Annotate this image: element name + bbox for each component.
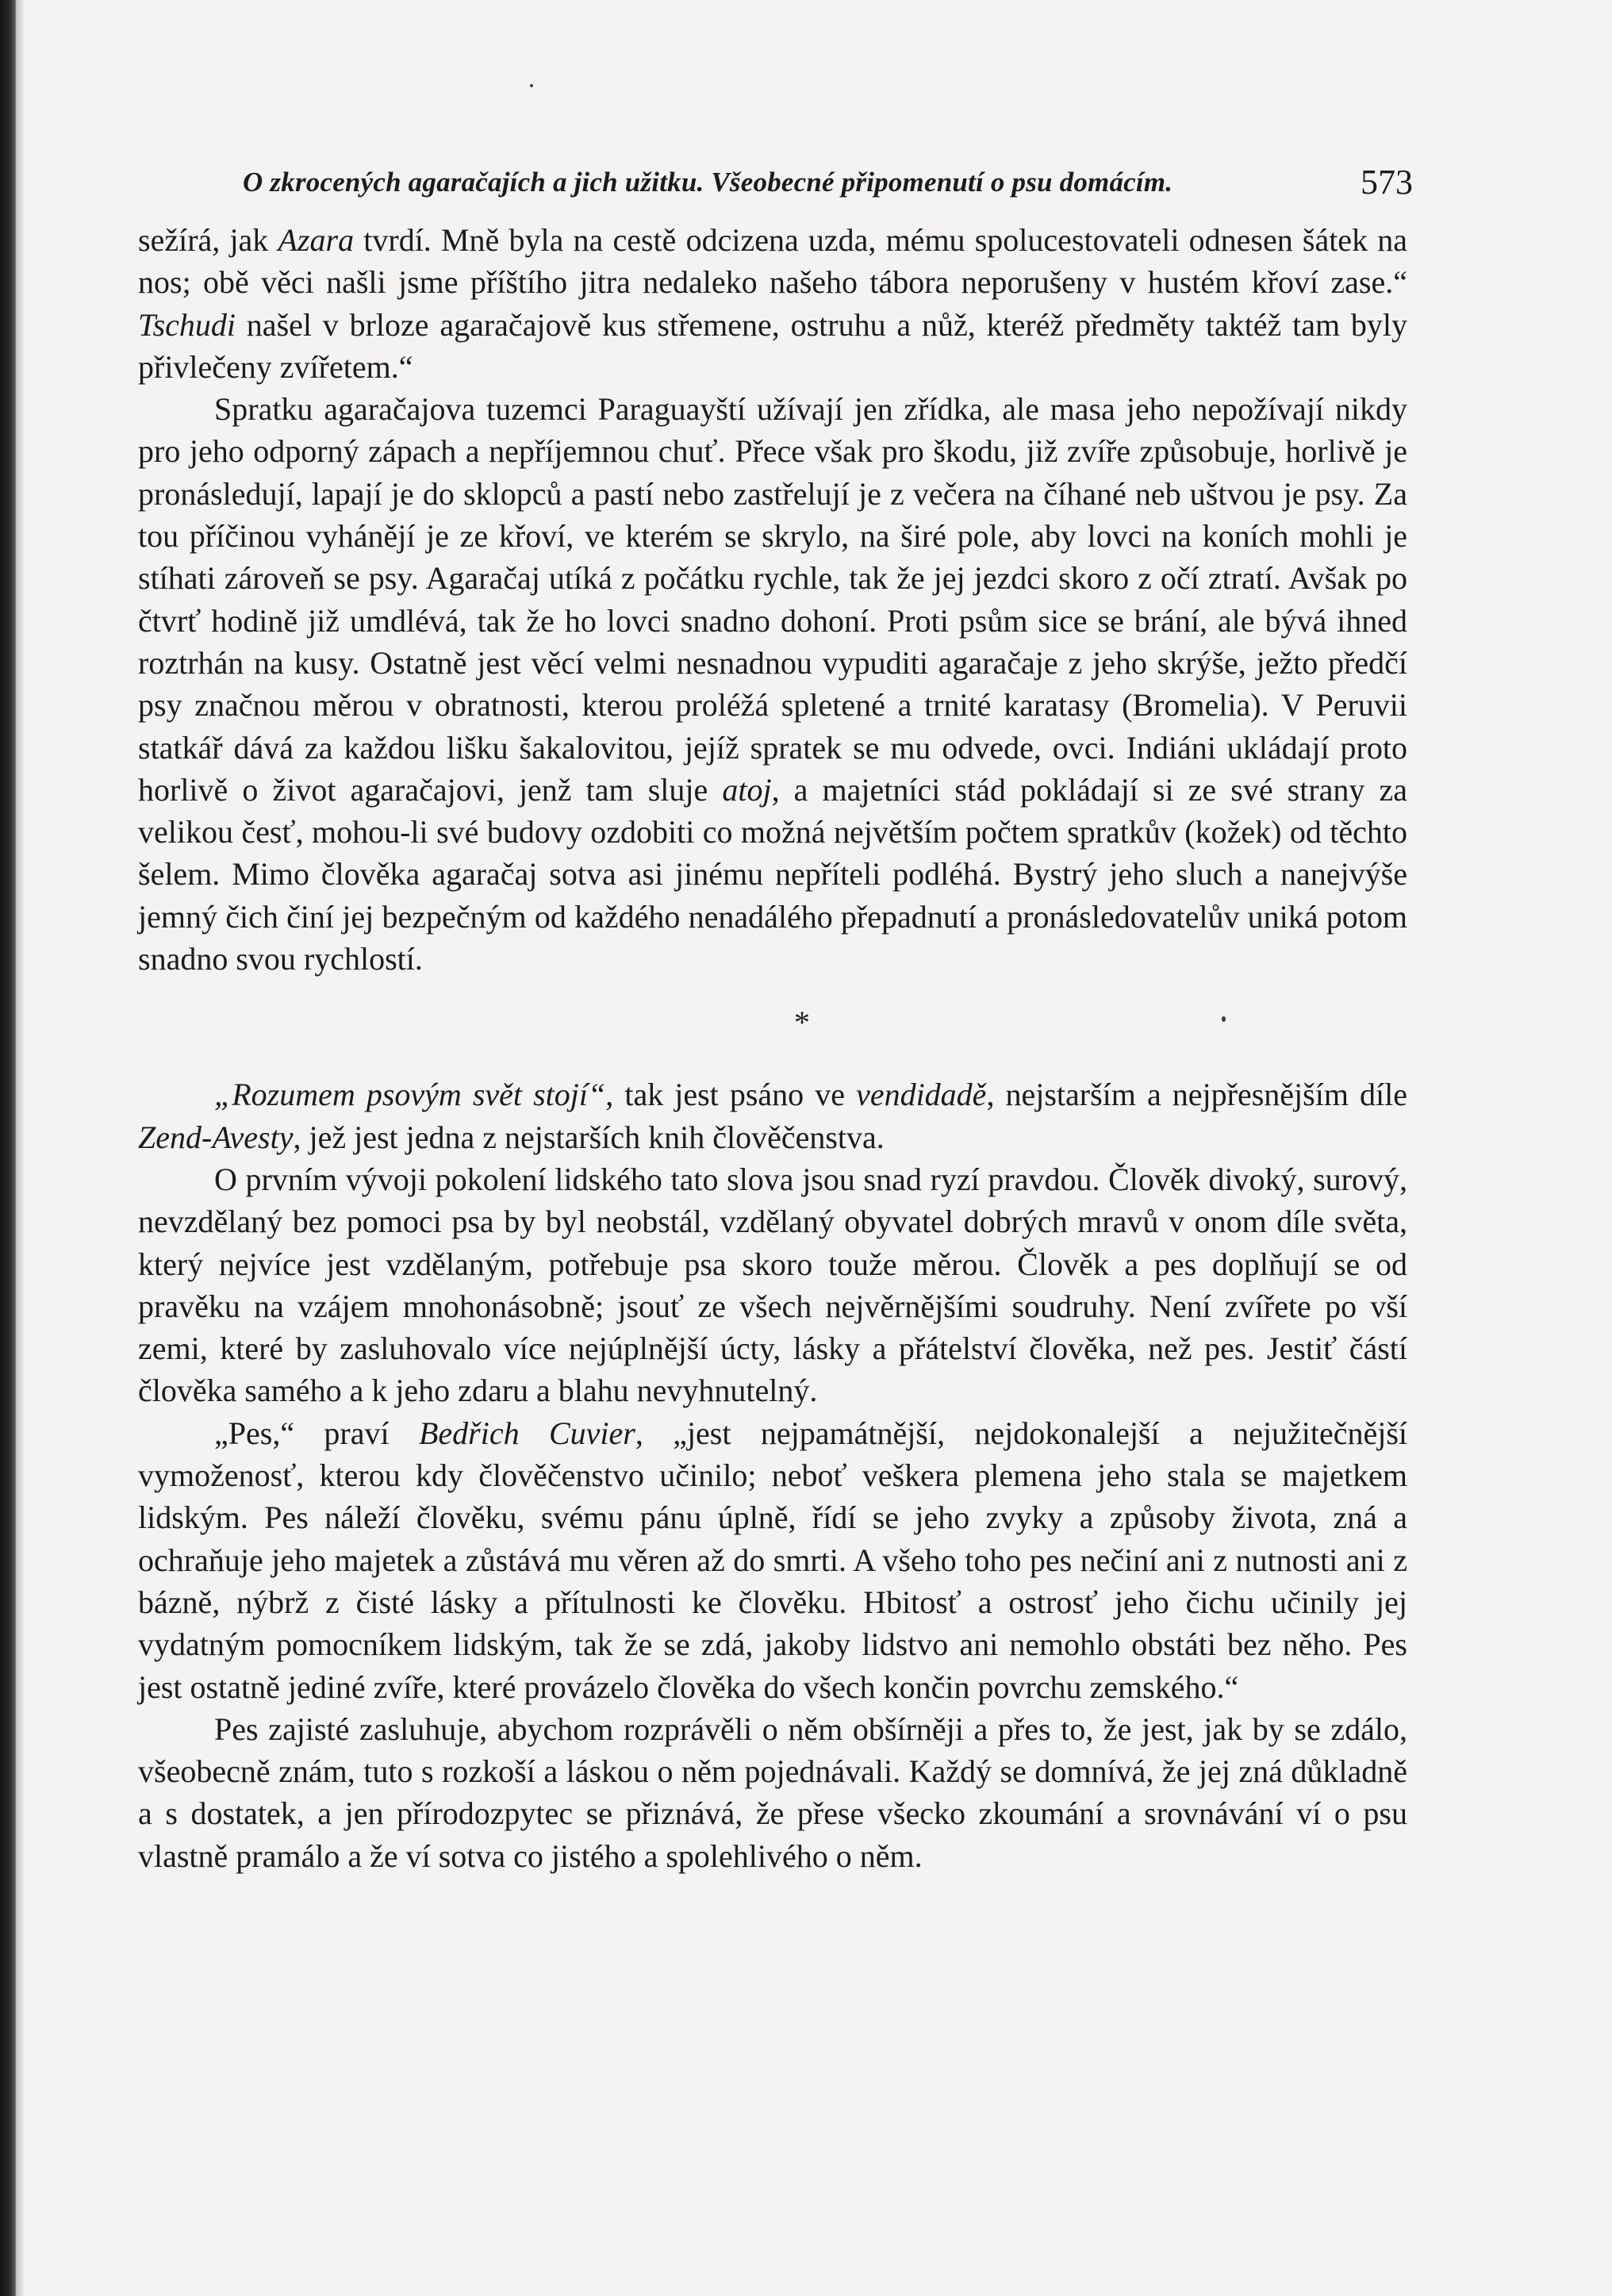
text-segment: Pes zajisté zasluhuje, abychom rozprávěli o něm obšírněji a přes to, že jest, jak by se zdálo, všeobecně znám, tuto s rozkoší a láskou o něm pojednávali. Každý se domnívá, že jej zná důkladně a s dostatek, a jen přírodozpytec se přiznává, že přese všecko zkoumání a srovnávání ví o psu vlastně pramálo a že ví sotva co jistého a spolehlivého o něm. (138, 1710, 1407, 1874)
paragraph-agaracaj-hunting (138, 388, 1407, 980)
running-head (243, 159, 1413, 206)
text-segment: sežírá, jak (138, 222, 278, 258)
text-segment: , nejstarším a nejpřesnějším díle (986, 1077, 1407, 1113)
paragraph-human-and-dog (138, 1158, 1407, 1412)
text-segment: „Pes,“ praví (214, 1415, 419, 1451)
paper-speck (530, 84, 533, 87)
italic-segment: Bedřich Cuvier (418, 1415, 635, 1451)
body-text (138, 219, 1407, 1877)
text-segment: , „jest nejpamátnější, nejdokonalejší a nejužitečnější vymoženosť, kterou kdy člověčenstvo učinilo; neboť veškera plemena jeho stala se majetkem lidským. Pes náleží člověku, svému pánu úplně, řídí se jeho zvyky a způsoby života, zná a ochraňuje jeho majetek a zůstává mu věren až do smrti. A všeho toho pes nečiní ani z nutnosti ani z bázně, nýbrž z čisté lásky a přítulnosti ke člověku. Hbitosť a ostrosť jeho čichu učinily jej vydatným pomocníkem lidským, tak že se zdá, jakoby lidstvo ani nemohlo obstáti bez něho. Pes jest ostatně jediné zvíře, které provázelo člověka do všech končin povrchu zemského.“ (138, 1415, 1407, 1705)
italic-segment: „Rozumem psovým svět stojí“ (214, 1077, 606, 1113)
page-binding-gradient (17, 0, 25, 2296)
paragraph-deserves-study (138, 1708, 1407, 1877)
paragraph-continued (138, 219, 1407, 388)
italic-segment: Azara (278, 222, 355, 258)
italic-segment: Zend-Avesty (138, 1119, 294, 1155)
text-segment: Spratku agaračajova tuzemci Paraguayští užívají jen zřídka, ale masa jeho nepožívají nikdy pro jeho odporný zápach a nepříjemnou chuť. Přece však pro škodu, již zvíře způsobuje, horlivě je pronásledují, lapají je do sklopců a pastí nebo zastřelují je z večera na číhané neb uštvou je psy. Za tou příčinou vyhánějí je ze křoví, ve kterém se skrylo, na širé pole, aby lovci na koních mohli je stíhati zároveň se psy. Agaračaj utíká z počátku rychle, tak že jej jezdci skoro z očí ztratí. Avšak po čtvrť hodině již umdlévá, tak že ho lovci snadno dohoní. Proti psům sice se brání, ale bývá ihned roztrhán na kusy. Ostatně jest věcí velmi nesnadnou vypuditi agaračaje z jeho skrýše, ježto předčí psy značnou měrou v obratnosti, kterou proléžá spletené a trnité karatasy (Bromelia). V Peruvii statkář dává za každou lišku šakalovitou, jejíž spratek se mu odvede, ovci. Indiáni ukládají proto horlivě o život agaračajovi, jenž tam sluje (138, 391, 1407, 808)
page-number: 573 (1361, 163, 1413, 202)
text-segment: našel v brloze agaračajově kus střemene, ostruhu a nůž, kteréž předměty taktéž tam byly přivlečeny zvířetem.“ (138, 306, 1407, 385)
text-segment: O prvním vývoji pokolení lidského tato slova jsou snad ryzí pravdou. Člověk divoký, surový, nevzdělaný bez pomoci psa by byl neobstál, vzdělaný obyvatel dobrých mravů v onom díle světa, který nejvíce jest vzdělaným, potřebuje psa skoro touže měrou. Člověk a pes doplňují se od pravěku na vzájem mnohonásobně; jsouť ze všech nejvěrnějšími soudruhy. Není zvířete po vší zemi, které by zasluhovalo více nejúplnější úcty, lásky a přátelství člověka, než pes. Jestiť částí člověka samého a k jeho zdaru a blahu nevyhnutelný. (138, 1161, 1407, 1409)
italic-segment: vendidadě (856, 1077, 987, 1113)
page-binding-shadow (0, 0, 17, 2296)
italic-segment: atoj (722, 771, 772, 808)
text-segment: , jež jest jedna z nejstarších knih člověčenstva. (293, 1119, 885, 1155)
running-title: O zkrocených agaračajích a jich užitku. Všeobecné připomenutí o psu domácím. (243, 167, 1173, 198)
paragraph-cuvier-quote (138, 1412, 1407, 1708)
text-segment: , a majetníci stád pokládají si ze své strany za velikou česť, mohou-li své budovy ozdobiti co možná největším počtem spratkův (kožek) od těchto šelem. Mimo člověka agaračaj sotva asi jinému nepříteli podléhá. Bystrý jeho sluch a nanejvýše jemný čich činí jej bezpečným od každého nenadálého přepadnutí a pronásledovatelův uniká potom snadno svou rychlostí. (138, 771, 1407, 977)
text-segment: , tak jest psáno ve (605, 1077, 857, 1113)
italic-segment: Tschudi (138, 306, 236, 343)
text-segment: tvrdí. Mně byla na cestě odcizena uzda, mému spolucestovateli odnesen šátek na nos; obě věci našli jsme příštího jitra nedaleko našeho tábora neporušeny v hustém křoví zase.“ (138, 222, 1407, 301)
paper-speck (1222, 1016, 1226, 1022)
paragraph-zend-avesta-quote (138, 1073, 1407, 1158)
section-separator-asterisk: * (794, 1004, 810, 1041)
